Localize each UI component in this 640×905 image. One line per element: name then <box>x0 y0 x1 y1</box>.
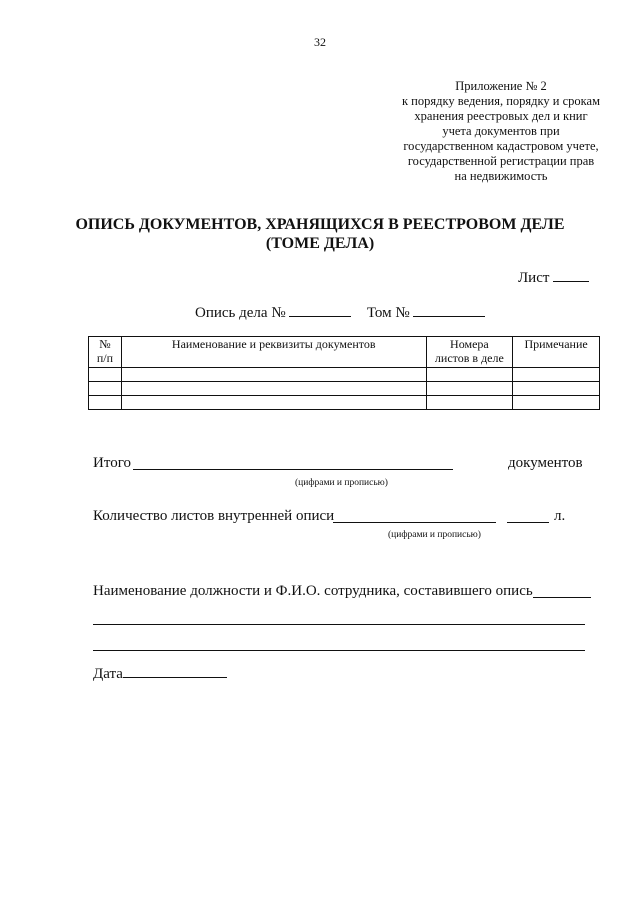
table-cell[interactable] <box>426 396 513 410</box>
case-number-blank[interactable] <box>289 303 351 317</box>
header-note <box>513 337 600 368</box>
table-cell[interactable] <box>513 382 600 396</box>
sheet-number-blank[interactable] <box>553 268 589 282</box>
table-cell[interactable] <box>513 396 600 410</box>
case-volume-line <box>195 303 485 322</box>
date-line <box>93 664 227 683</box>
table-row <box>89 396 600 410</box>
table-cell[interactable] <box>426 368 513 382</box>
header-document-name <box>121 337 426 368</box>
total-label: Итого <box>93 455 131 471</box>
document-title <box>0 215 640 253</box>
appendix-line: хранения реестровых дел и книг <box>414 109 588 123</box>
employee-blank-line-2[interactable] <box>93 624 585 625</box>
appendix-line: к порядку ведения, порядку и срокам <box>401 94 601 108</box>
inner-sheets-caption: (цифрами и прописью) <box>388 530 481 540</box>
table-cell[interactable] <box>426 382 513 396</box>
appendix-line: государственной регистрации прав <box>407 154 595 168</box>
volume-label: Том № <box>366 305 410 321</box>
sheet-label: Лист <box>518 270 550 286</box>
total-suffix: документов <box>508 455 583 471</box>
appendix-line: учета документов при <box>442 124 560 138</box>
table-header-row <box>89 337 600 368</box>
table-cell[interactable] <box>89 396 122 410</box>
case-label: Опись дела № <box>195 305 286 321</box>
appendix-line: Приложение № 2 <box>455 79 547 93</box>
employee-blank[interactable] <box>533 597 591 598</box>
appendix-reference <box>390 79 612 184</box>
sheet-number-field <box>518 268 589 287</box>
inner-sheets-count-blank[interactable] <box>507 522 549 523</box>
title-line-2: (ТОМЕ ДЕЛА) <box>265 235 375 252</box>
volume-number-blank[interactable] <box>413 303 485 317</box>
table-row <box>89 368 600 382</box>
header-sheet-numbers-line1: Номера <box>450 337 489 351</box>
page-number: 32 <box>314 35 326 49</box>
table-cell[interactable] <box>89 368 122 382</box>
table-cell[interactable] <box>121 396 426 410</box>
inner-sheets-blank[interactable] <box>333 522 496 523</box>
employee-blank-line-3[interactable] <box>93 650 585 651</box>
date-label: Дата <box>93 666 123 682</box>
inner-sheets-unit: л. <box>554 508 566 524</box>
header-sheet-numbers <box>426 337 513 368</box>
documents-table <box>88 336 600 410</box>
title-line-1: ОПИСЬ ДОКУМЕНТОВ, ХРАНЯЩИХСЯ В РЕЕСТРОВОМ ДЕЛЕ <box>75 216 565 233</box>
appendix-line: государственном кадастровом учете, <box>403 139 599 153</box>
header-number-line2: п/п <box>96 351 113 365</box>
table-cell[interactable] <box>89 382 122 396</box>
header-number <box>89 337 122 368</box>
header-number-line1: № <box>99 337 111 351</box>
header-document-name-text: Наименование и реквизиты документов <box>171 337 376 351</box>
table-cell[interactable] <box>513 368 600 382</box>
table-row <box>89 382 600 396</box>
appendix-line: на недвижимость <box>454 169 548 183</box>
header-note-text: Примечание <box>524 337 588 351</box>
employee-label: Наименование должности и Ф.И.О. сотрудника, составившего опись <box>93 583 533 599</box>
table-cell[interactable] <box>121 382 426 396</box>
total-blank[interactable] <box>133 469 453 470</box>
date-blank[interactable] <box>123 664 227 678</box>
header-sheet-numbers-line2: листов в деле <box>434 351 504 365</box>
table-cell[interactable] <box>121 368 426 382</box>
inner-sheets-label: Количество листов внутренней описи <box>93 508 335 524</box>
total-caption: (цифрами и прописью) <box>295 478 388 488</box>
